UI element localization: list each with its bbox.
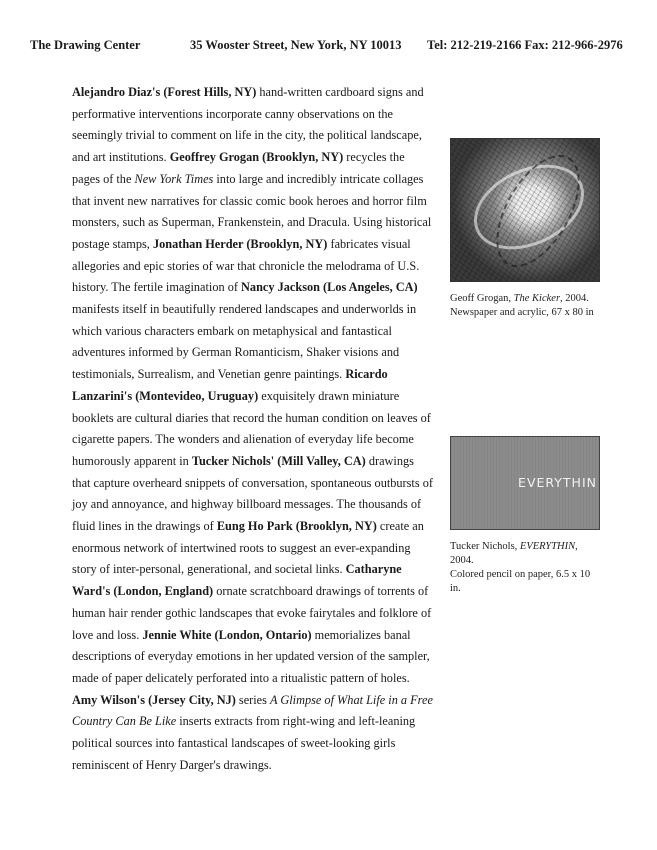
caption-title: The Kicker <box>513 293 561 304</box>
organization-name: The Drawing Center <box>30 38 141 52</box>
artist-description: inserts extracts from right-wing and left-leaning political sources into fantastical landscapes of sweet-looking girls reminiscent of Henry Darger's drawings. <box>72 714 416 772</box>
figure-caption <box>450 540 600 596</box>
artist-description: create an enormous network of intertwined roots to suggest an ever-expanding story of inter-personal, generational, and societal links. <box>72 519 424 577</box>
artist-description: into large and incredibly intricate collages that invent new narratives for classic comic book heroes and horror film monsters, such as Superman, Frankenstein, and Dracula. Using historical postage stamps, <box>72 171 432 251</box>
artist-name: Jonathan Herder (Brooklyn, NY) <box>152 236 328 251</box>
artist-name: Tucker Nichols' (Mill Valley, CA) <box>191 453 366 468</box>
artist-description: recycles the pages of the <box>72 150 405 186</box>
organization-address: 35 Wooster Street, New York, NY 10013 <box>190 38 402 52</box>
caption-year: , 2004. <box>450 541 578 566</box>
figure-everythin <box>450 436 600 596</box>
caption-year: , 2004. <box>560 293 589 304</box>
artist-description: hand-written cardboard signs and performative interventions incorporate canny observations on the seemingly trivial to comment on life in the city, the political landscape, and art institutions. <box>72 85 424 165</box>
artist-name: Ricardo Lanzarini's (Montevideo, Uruguay) <box>72 367 388 403</box>
artist-description: fabricates visual allegories and epic stories of war that chronicle the melodrama of U.S. history. The fertile imagination of <box>72 236 420 295</box>
artist-descriptions <box>72 82 434 777</box>
artist-name: Nancy Jackson (Los Angeles, CA) <box>241 280 418 295</box>
artist-name: Amy Wilson's (Jersey City, NJ) <box>72 692 236 707</box>
artist-description: series <box>235 692 270 707</box>
caption-artist: Tucker Nichols, <box>450 541 520 552</box>
caption-title: EVERYTHIN <box>519 541 576 552</box>
caption-medium: Colored pencil on paper, 6.5 x 10 in. <box>450 569 591 594</box>
artist-description: exquisitely drawn miniature booklets are cultural diaries that record the human condition on leaves of cigarette papers. The wonders and alienation of everyday life become humorously apparent in <box>72 388 431 468</box>
artwork-image-the-kicker <box>450 138 600 282</box>
artist-name: Eung Ho Park (Brooklyn, NY) <box>216 519 377 534</box>
artist-name: Catharyne Ward's (London, England) <box>72 562 402 599</box>
artist-description: ornate scratchboard drawings of torrents of human hair render gothic landscapes that evoke fairytales and folklore of love and loss. <box>72 584 432 642</box>
figure-the-kicker <box>450 138 600 320</box>
figure-caption <box>450 292 600 320</box>
publication-title: New York Times <box>134 171 214 186</box>
artwork-text: EVERYTHIN <box>518 475 597 490</box>
artist-name: Jennie White (London, Ontario) <box>142 627 312 642</box>
artwork-image-everythin <box>450 436 600 530</box>
artist-name: Geoffrey Grogan (Brooklyn, NY) <box>169 150 344 165</box>
artist-description: manifests itself in beautifully rendered landscapes and underworlds in which various characters embark on metaphysical and fantastical adventures informed by German Romanticism, Shaker visions and testimonials, Surrealism, and Venetian genre paintings. <box>72 302 417 382</box>
artist-description: drawings that capture overheard snippets of conversation, spontaneous outbursts of joy and annoyance, and highway billboard messages. The thousands of fluid lines in the drawings of <box>72 453 433 534</box>
caption-medium: Newspaper and acrylic, 67 x 80 in <box>450 307 594 318</box>
series-title: A Glimpse of What Life in a Free Country Can Be Like <box>72 692 433 729</box>
caption-artist: Geoff Grogan, <box>450 293 514 304</box>
artist-name: Alejandro Diaz's (Forest Hills, NY) <box>72 85 257 99</box>
contact-numbers: Tel: 212-219-2166 Fax: 212-966-2976 <box>427 38 623 52</box>
artist-description: memorializes banal descriptions of everyday emotions in her updated version of the sampler, made of paper delicately perforated into a ritualistic pattern of holes. <box>72 627 430 685</box>
